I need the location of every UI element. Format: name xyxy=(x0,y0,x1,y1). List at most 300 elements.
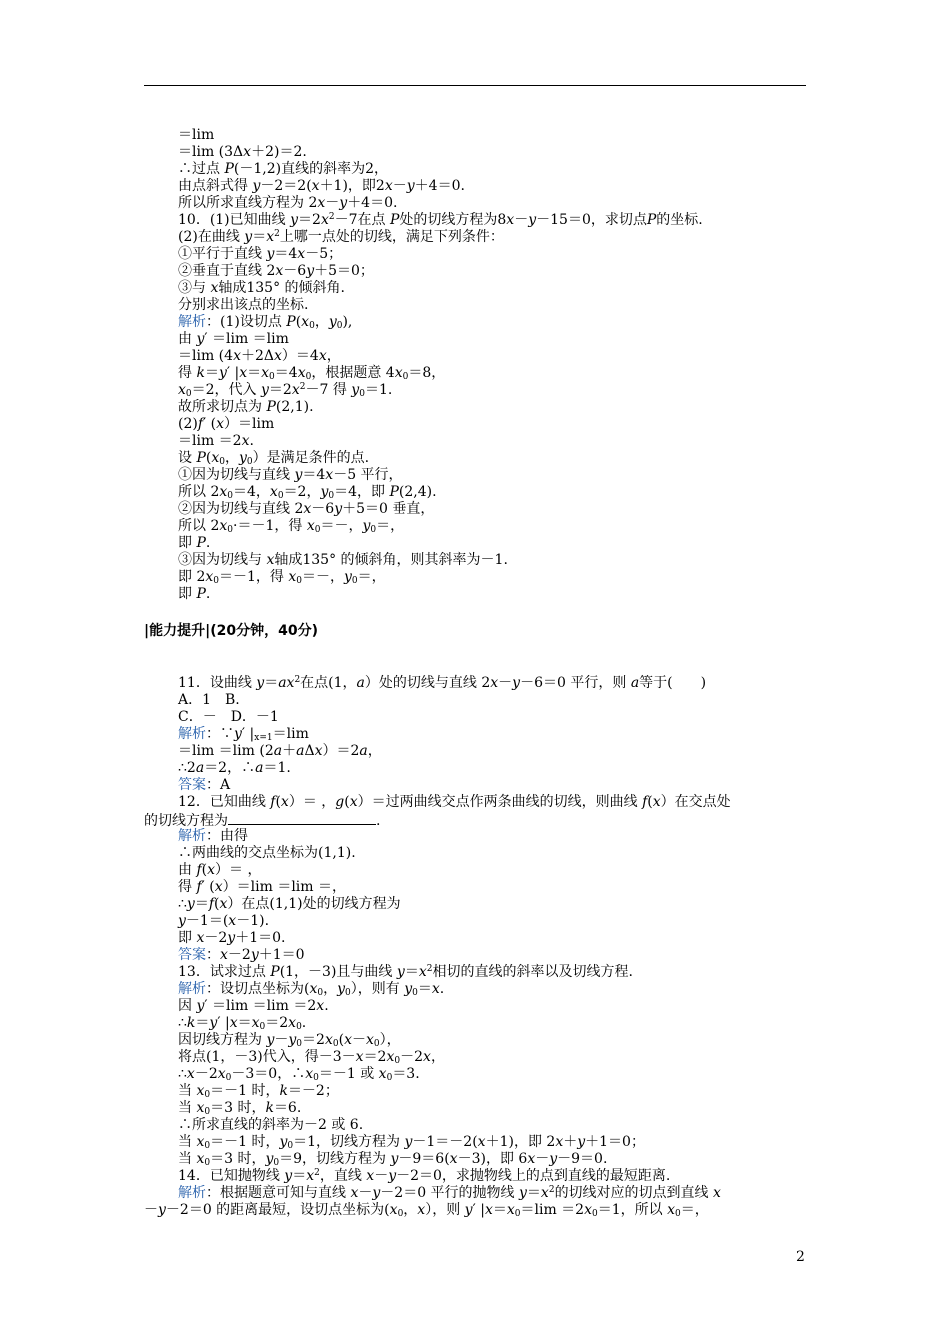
text-line xyxy=(144,1202,709,1219)
text-run: 0 xyxy=(386,1073,393,1083)
text-run: 0 xyxy=(269,372,275,382)
text-run: 因 xyxy=(178,998,197,1014)
text-run: x xyxy=(297,246,306,262)
text-run: y xyxy=(256,675,265,691)
text-run: x xyxy=(239,365,248,381)
text-run: x xyxy=(243,144,252,160)
text-run: ①平行于直线 xyxy=(178,246,267,262)
text-run: y xyxy=(227,930,236,946)
text-run: ＝1，所以 xyxy=(597,1202,668,1218)
text-run: － xyxy=(274,1032,289,1048)
text-line xyxy=(178,913,269,930)
text-run: ∴ xyxy=(178,896,187,912)
text-run: 当 xyxy=(178,1083,197,1099)
text-run: ′ ＝lim ＝lim ＝2 xyxy=(204,998,317,1014)
text-run: ：A xyxy=(206,777,231,793)
text-run: 等于( ) xyxy=(639,675,707,691)
text-line xyxy=(178,501,434,518)
text-run: f xyxy=(270,794,276,810)
text-line xyxy=(178,1185,721,1202)
text-line xyxy=(178,280,345,297)
text-run: ： xyxy=(206,947,220,963)
text-run: ＝ xyxy=(492,1202,507,1218)
text-run: ）＝lim xyxy=(224,416,275,432)
text-run: y xyxy=(218,365,227,381)
text-run: x xyxy=(196,1083,205,1099)
text-run: － xyxy=(374,1168,389,1184)
text-run: x xyxy=(186,1066,195,1082)
text-run: ）， xyxy=(379,1032,401,1048)
text-run: x xyxy=(378,1066,387,1082)
text-run: 当 xyxy=(178,1151,197,1167)
text-run: y xyxy=(265,1151,274,1167)
text-line xyxy=(178,879,346,896)
text-run: ＝ xyxy=(237,1015,252,1031)
text-line xyxy=(178,569,386,586)
text-line xyxy=(178,1168,670,1185)
text-run: 故所求切点为 xyxy=(178,399,267,415)
text-line xyxy=(178,1151,607,1168)
section-title: |能力提升|(20分钟，40分) xyxy=(144,623,318,639)
text-run: ＝ xyxy=(194,896,209,912)
text-run: 0 xyxy=(332,1039,339,1049)
text-run: 0 xyxy=(204,1090,211,1100)
text-run: －2＝0，求抛物线上的点到直线的最短距离. xyxy=(396,1168,671,1184)
text-run: ( xyxy=(275,794,281,810)
text-run: 0 xyxy=(227,491,233,501)
text-run: 0 xyxy=(204,1158,211,1168)
text-line xyxy=(178,845,356,862)
text-run: 由点斜式得 xyxy=(178,178,253,194)
text-run: x xyxy=(291,382,300,398)
text-run: ∴两曲线的交点坐标为(1,1). xyxy=(178,845,356,861)
text-run: y xyxy=(244,229,253,245)
text-run: － xyxy=(144,1202,158,1218)
text-line xyxy=(178,726,309,743)
text-line xyxy=(178,794,731,811)
text-line xyxy=(178,382,392,399)
text-run: 将点(1，－3)代入，得－3－ xyxy=(178,1049,356,1065)
text-run: 的切线方程为 xyxy=(144,813,228,829)
text-run: ②垂直于直线 2 xyxy=(178,263,276,279)
text-line xyxy=(178,365,445,382)
text-run: x xyxy=(386,1049,395,1065)
text-run: ， xyxy=(367,743,382,759)
text-run: ′ | xyxy=(217,1015,230,1031)
text-run: ＝3 时， xyxy=(210,1151,266,1167)
text-run: ＝lim ＝lim (2 xyxy=(178,743,274,759)
text-run: (2,1). xyxy=(275,399,314,415)
text-run: 0 xyxy=(359,389,365,399)
text-run: x xyxy=(219,896,228,912)
text-run: P xyxy=(389,484,399,500)
text-run: ′ | xyxy=(241,726,255,742)
text-run: y xyxy=(577,1134,586,1150)
text-run: P xyxy=(224,161,234,177)
text-run: 0 xyxy=(370,525,377,535)
text-run: ＝1，切线方程为 xyxy=(293,1134,405,1150)
text-run: y xyxy=(390,1151,399,1167)
page-number: 2 xyxy=(796,1249,805,1265)
text-run: ＋5＝0 垂直， xyxy=(342,501,435,517)
text-run: y xyxy=(294,467,303,483)
text-line xyxy=(178,195,397,212)
text-run: y xyxy=(209,1015,218,1031)
text-run: ）在点(1,1)处的切线方程为 xyxy=(227,896,401,912)
text-line xyxy=(178,862,261,879)
text-run: ＝4，即 xyxy=(334,484,390,500)
text-run: a xyxy=(296,743,305,759)
text-run: ＝lim xyxy=(272,726,309,742)
text-run: ∴ xyxy=(178,1015,187,1031)
text-run: y xyxy=(404,981,413,997)
text-run: y xyxy=(549,1151,558,1167)
text-run: 0 xyxy=(309,321,315,331)
text-run: f xyxy=(196,862,202,878)
text-run: x xyxy=(274,348,282,364)
text-run: . xyxy=(439,981,445,997)
text-line xyxy=(178,552,508,569)
text-run: y xyxy=(528,212,537,228)
text-run: ＝－2； xyxy=(287,1083,339,1099)
text-run: . xyxy=(249,433,254,449)
text-run: 当 xyxy=(178,1100,197,1116)
text-run: ＝3. xyxy=(392,1066,420,1082)
text-run: x xyxy=(389,1202,398,1218)
text-run: ②因为切线与直线 2 xyxy=(178,501,304,517)
text-run: 2 xyxy=(426,964,433,974)
text-run: y xyxy=(362,518,371,534)
text-run: x xyxy=(320,212,329,228)
text-run: f xyxy=(196,879,202,895)
text-line xyxy=(178,263,374,280)
text-run: －2 xyxy=(400,1049,424,1065)
text-run: ＝， xyxy=(376,518,405,534)
text-run: ＝ xyxy=(526,1185,541,1201)
answer-blank xyxy=(228,811,376,825)
label-keyword: 解析 xyxy=(178,314,206,330)
text-run: . xyxy=(205,535,211,551)
text-run: x xyxy=(555,1134,564,1150)
text-run: P xyxy=(196,586,206,602)
text-line xyxy=(178,331,289,348)
label-keyword: 解析 xyxy=(178,1185,206,1201)
text-run: 0 xyxy=(227,525,233,535)
text-run: x xyxy=(196,1100,205,1116)
text-run: ＝－1，得 xyxy=(219,569,289,585)
text-line xyxy=(178,348,341,365)
text-run: x xyxy=(303,501,312,517)
text-run: 由 xyxy=(178,331,197,347)
text-line xyxy=(178,484,437,501)
text-run: y xyxy=(186,896,195,912)
text-run: y xyxy=(512,675,521,691)
text-run: x xyxy=(584,1202,592,1218)
text-run: x xyxy=(418,964,427,980)
text-run: －2 xyxy=(227,947,251,963)
text-run: y xyxy=(328,314,337,330)
text-run: 在点(1， xyxy=(300,675,357,691)
text-run: . xyxy=(324,998,329,1014)
text-run: 0 xyxy=(351,576,358,586)
text-run: f xyxy=(197,416,204,432)
text-run: 0 xyxy=(674,1209,681,1219)
text-run: ＝， xyxy=(357,569,386,585)
text-run: . xyxy=(301,1015,307,1031)
text-run: x xyxy=(305,1066,314,1082)
text-run: 0 xyxy=(336,321,343,331)
text-run: ＝2 xyxy=(363,1049,387,1065)
text-line xyxy=(178,947,305,964)
text-line xyxy=(178,399,314,416)
text-line xyxy=(178,161,388,178)
text-run: ＝－， xyxy=(320,518,363,534)
text-run: . xyxy=(376,813,381,829)
text-run: x xyxy=(233,348,241,364)
text-run: ①因为切线与直线 xyxy=(178,467,295,483)
text-run: 上哪一点处的切线，满足下列条件： xyxy=(279,229,504,245)
text-run: y xyxy=(464,1202,473,1218)
text-run: k xyxy=(186,1015,196,1031)
text-run: P xyxy=(286,314,296,330)
text-run: 0 xyxy=(213,576,219,586)
text-run: 2 xyxy=(548,1185,555,1195)
text-run: － xyxy=(325,195,340,211)
text-line xyxy=(178,246,342,263)
text-run: x xyxy=(216,416,225,432)
text-run: ＝ xyxy=(292,1168,307,1184)
text-run: ＝2 xyxy=(268,382,292,398)
text-run: ＝ xyxy=(417,981,432,997)
text-run: －2＝0 平行的抛物线 xyxy=(380,1185,519,1201)
text-run: ＝1. xyxy=(263,760,291,776)
text-run: ， xyxy=(323,981,338,997)
text-run: ( xyxy=(201,862,208,878)
text-run: a xyxy=(273,743,283,759)
text-run: x xyxy=(484,1202,493,1218)
text-run: f xyxy=(208,896,215,912)
text-run: 分别求出该点的坐标. xyxy=(178,297,309,313)
text-run: 13．试求过点 xyxy=(178,964,271,980)
text-line xyxy=(178,416,274,433)
text-run: y xyxy=(288,1032,297,1048)
text-run: 0 xyxy=(225,1073,232,1083)
text-line xyxy=(178,586,210,603)
text-run: 得 xyxy=(178,879,197,895)
text-run: k xyxy=(279,1083,288,1099)
text-run: 0 xyxy=(305,372,312,382)
text-run: 14．已知抛物线 xyxy=(178,1168,285,1184)
text-run: ∴所求直线的斜率为－2 或 6. xyxy=(178,1117,364,1133)
text-run: ), xyxy=(342,314,353,330)
text-run: 0 xyxy=(402,372,409,382)
text-run: ＝lim xyxy=(178,127,215,143)
text-run: 0 xyxy=(313,1073,319,1083)
text-run: ＋ xyxy=(563,1134,578,1150)
text-line xyxy=(178,535,210,552)
text-run: ＝－， xyxy=(302,569,344,585)
text-run: ＝2， xyxy=(283,484,321,500)
text-run: ：设切点坐标为( xyxy=(206,981,310,997)
text-run: k xyxy=(265,1100,274,1116)
text-run: ＝lim ＝2 xyxy=(520,1202,585,1218)
text-run: y xyxy=(290,212,299,228)
text-run: － xyxy=(392,178,407,194)
text-run: x xyxy=(306,1168,315,1184)
text-line xyxy=(178,1049,445,1066)
text-run: ＝2，代入 xyxy=(191,382,261,398)
text-run: y xyxy=(158,1202,166,1218)
text-run: x xyxy=(217,1066,226,1082)
text-run: x xyxy=(355,1049,364,1065)
text-run: y xyxy=(404,1134,413,1150)
text-run: y xyxy=(238,450,247,466)
text-run: ， xyxy=(314,314,329,330)
text-run: ＋4＝0. xyxy=(414,178,465,194)
text-run: ）＝ ， xyxy=(288,794,336,810)
text-run: －2 xyxy=(204,930,228,946)
text-run: x xyxy=(229,1015,238,1031)
text-run: 0 xyxy=(246,457,253,467)
text-run: 由 xyxy=(178,862,197,878)
text-line xyxy=(178,998,329,1015)
text-run: x xyxy=(350,1185,359,1201)
text-run: －5 平行， xyxy=(333,467,403,483)
text-run: P xyxy=(196,535,206,551)
text-run: ＝－1 时， xyxy=(210,1134,280,1150)
text-run: x xyxy=(349,794,358,810)
text-run: y xyxy=(178,913,186,929)
text-run: 0 xyxy=(185,389,192,399)
text-run: －9＝6( xyxy=(398,1151,450,1167)
text-run: ∴2 xyxy=(178,760,196,776)
label-keyword: 解析 xyxy=(178,828,206,844)
text-run: 得 xyxy=(178,365,197,381)
text-run: x xyxy=(261,365,270,381)
text-run: 0 xyxy=(394,1056,401,1066)
text-run: ＝8， xyxy=(408,365,446,381)
text-run: y xyxy=(406,178,415,194)
text-line xyxy=(178,127,214,144)
header-rule xyxy=(144,85,806,86)
text-run: y xyxy=(306,263,315,279)
text-run: 10．(1)已知曲线 xyxy=(178,212,291,228)
text-line xyxy=(178,1015,306,1032)
text-run: y xyxy=(279,1134,288,1150)
text-run: y xyxy=(396,964,405,980)
text-run: ＝ xyxy=(247,365,262,381)
text-run: ′ ( xyxy=(203,416,217,432)
text-run: ， xyxy=(403,1202,418,1218)
text-run: x xyxy=(384,178,393,194)
text-run: － xyxy=(514,212,529,228)
text-run: 0 xyxy=(296,1039,303,1049)
text-run: ′ | xyxy=(472,1202,485,1218)
text-run: y xyxy=(266,246,275,262)
text-run: a xyxy=(359,743,368,759)
text-run: x xyxy=(506,1202,515,1218)
text-run: ＋1＝0. xyxy=(235,930,286,946)
text-run: x xyxy=(652,794,661,810)
text-run: 即 xyxy=(178,586,197,602)
text-run: ＝－1 时， xyxy=(210,1083,280,1099)
text-run: －2 xyxy=(194,1066,218,1082)
text-run: 0 xyxy=(277,491,284,501)
text-run: 的切线对应的切点到直线 xyxy=(554,1185,714,1201)
text-run: ，直线 xyxy=(319,1168,367,1184)
text-run: x xyxy=(297,365,306,381)
text-run: ＝4 xyxy=(274,365,298,381)
label-keyword: 解析 xyxy=(178,726,206,742)
text-run: ( xyxy=(205,450,212,466)
text-run: ＋2Δ xyxy=(240,348,274,364)
text-run: ＝4 xyxy=(274,246,298,262)
text-run: y xyxy=(388,1168,397,1184)
text-run: x xyxy=(449,1151,458,1167)
text-run: y xyxy=(234,726,242,742)
text-run: ）是满足条件的点. xyxy=(252,450,370,466)
text-run: x xyxy=(527,1151,536,1167)
text-run: x xyxy=(506,212,515,228)
text-run: ＋4＝0. xyxy=(347,195,398,211)
text-run: ( xyxy=(344,794,350,810)
text-run: k xyxy=(196,365,205,381)
text-run: ＝2，∴ xyxy=(204,760,256,776)
text-run: x xyxy=(219,484,228,500)
text-run: ），则有 xyxy=(350,981,405,997)
text-run: x xyxy=(214,879,223,895)
text-run: ′ ( xyxy=(201,879,215,895)
text-line xyxy=(178,212,703,229)
text-run: 0 xyxy=(314,525,321,535)
text-run: 0 xyxy=(317,988,324,998)
text-run: x xyxy=(306,518,315,534)
label-keyword: 答案 xyxy=(178,947,206,963)
text-run: ＝lim (4 xyxy=(178,348,234,364)
text-run: g xyxy=(335,794,345,810)
text-run: x xyxy=(431,981,440,997)
text-run: 0 xyxy=(204,1107,211,1117)
text-run: ）＝过两曲线交点作两条曲线的切线，则曲线 xyxy=(357,794,643,810)
text-run: 2 xyxy=(274,229,280,239)
text-run: －1＝－2( xyxy=(412,1134,478,1150)
text-line xyxy=(178,1134,645,1151)
text-run: 11．设曲线 xyxy=(178,675,257,691)
text-run: －1). xyxy=(236,913,270,929)
text-run: y xyxy=(372,1185,381,1201)
text-run: ＝2 xyxy=(298,212,321,228)
text-run: －3)，即 6 xyxy=(457,1151,528,1167)
text-run: ：根据题意可知与直线 xyxy=(206,1185,351,1201)
text-run: ( xyxy=(647,794,653,810)
text-run: y xyxy=(337,981,346,997)
text-run: 2 xyxy=(294,675,301,685)
text-run: 处的切线方程为8 xyxy=(399,212,507,228)
text-run: x xyxy=(317,195,326,211)
text-run: x xyxy=(178,382,186,398)
text-run: 0 xyxy=(273,1158,280,1168)
text-line xyxy=(178,450,369,467)
text-run: 当 xyxy=(178,1134,197,1150)
text-run: 0 xyxy=(514,1209,521,1219)
text-run: ax xyxy=(278,675,295,691)
text-run: y xyxy=(196,998,205,1014)
text-run: . xyxy=(205,586,211,602)
text-run: ＝3 时， xyxy=(210,1100,266,1116)
text-run: x xyxy=(241,433,250,449)
text-run: － xyxy=(498,675,513,691)
text-run: y xyxy=(320,484,329,500)
